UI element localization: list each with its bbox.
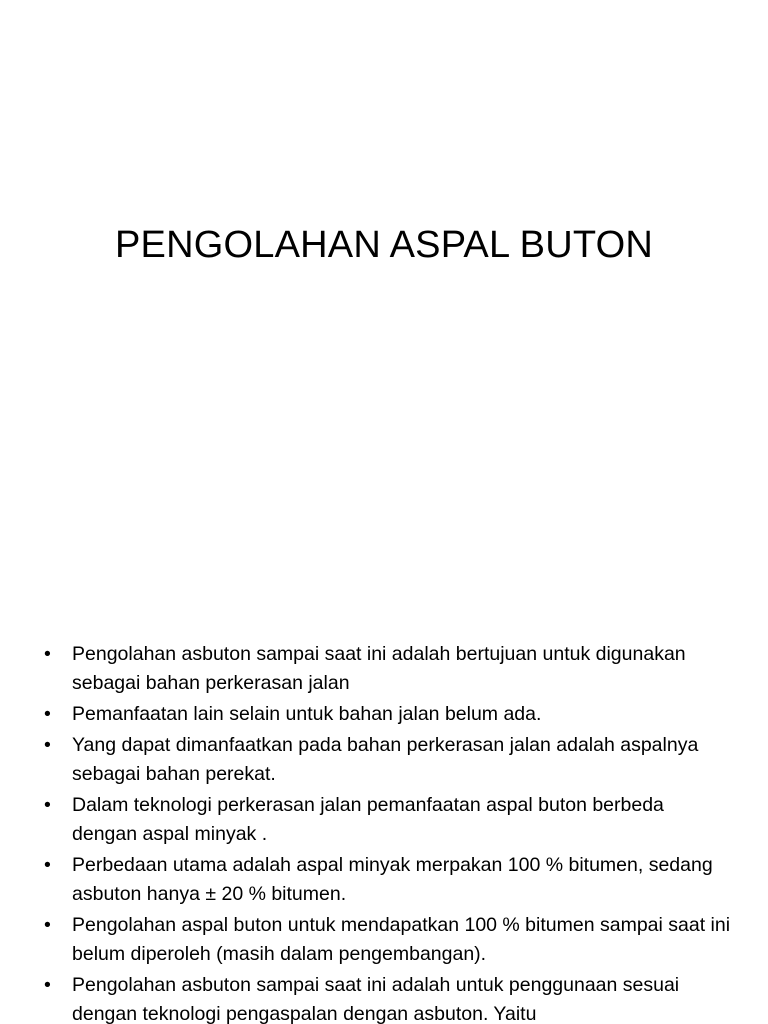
bullet-text: Pengolahan asbuton sampai saat ini adalah bertujuan untuk digunakan sebagai bahan perkerasan jalan <box>72 643 686 694</box>
slide-title: PENGOLAHAN ASPAL BUTON <box>115 224 653 266</box>
list-item <box>44 731 734 789</box>
list-item <box>44 851 734 909</box>
list-item <box>44 700 734 729</box>
bullet-icon: • <box>44 643 51 665</box>
list-item <box>44 971 734 1024</box>
content-slide <box>0 576 768 1024</box>
bullet-list <box>44 640 734 1024</box>
bullet-icon: • <box>44 914 51 936</box>
bullet-icon: • <box>44 974 51 996</box>
bullet-text: Pengolahan asbuton sampai saat ini adalah untuk penggunaan sesuai dengan teknologi pengaspalan dengan asbuton. Yaitu <box>72 974 680 1024</box>
bullet-icon: • <box>44 703 51 725</box>
bullet-text: Pemanfaatan lain selain untuk bahan jalan belum ada. <box>72 703 542 725</box>
list-item <box>44 791 734 849</box>
bullet-text: Pengolahan aspal buton untuk mendapatkan 100 % bitumen sampai saat ini belum diperoleh (masih dalam pengembangan). <box>72 914 731 965</box>
list-item <box>44 640 734 698</box>
bullet-icon: • <box>44 794 51 816</box>
list-item <box>44 911 734 969</box>
bullet-text: Dalam teknologi perkerasan jalan pemanfaatan aspal buton berbeda dengan aspal minyak . <box>72 794 664 845</box>
bullet-text: Yang dapat dimanfaatkan pada bahan perkerasan jalan adalah aspalnya sebagai bahan perekat. <box>72 734 699 785</box>
bullet-icon: • <box>44 854 51 876</box>
bullet-icon: • <box>44 734 51 756</box>
bullet-text: Perbedaan utama adalah aspal minyak merpakan 100 % bitumen, sedang asbuton hanya ± 20 % bitumen. <box>72 854 713 905</box>
